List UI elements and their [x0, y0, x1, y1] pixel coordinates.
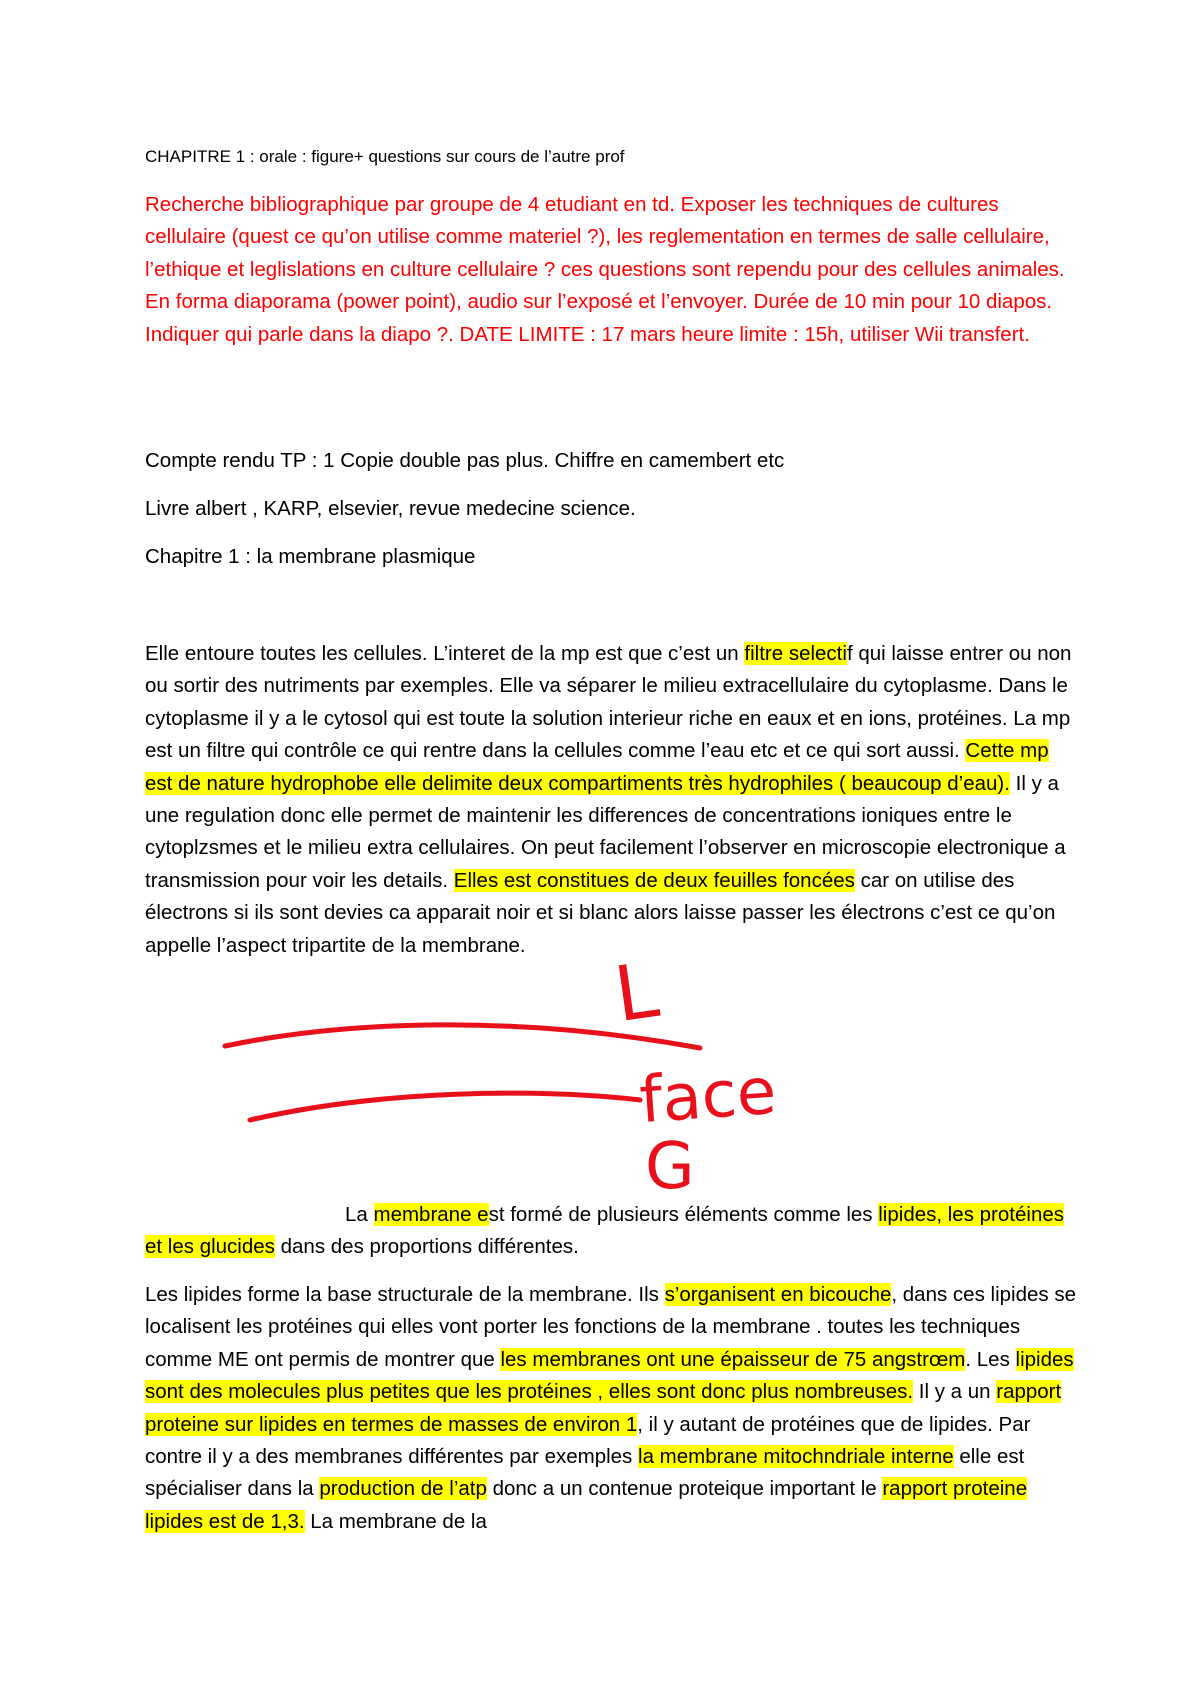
text-run: La [345, 1203, 374, 1226]
text-run: Il y a une regulation donc elle permet de maintenir les differences de concentrations ioniques entre le cytoplzsmes et le milieu extra cellulaires. On peut facilement l’observer en microscopie electronique a transmission pour voir les details. [145, 771, 1066, 892]
highlight: lipides sont des molecules plus petites que les protéines , elles sont donc plus nombreuses. [145, 1347, 1074, 1404]
drawing-label-face: face [637, 1054, 779, 1139]
paragraph-composition [145, 1199, 1080, 1264]
text-run: , dans ces lipides se localisent les protéines qui elles vont porter les fonctions de la membrane . toutes les techniques comme ME ont permis de montrer que [145, 1283, 1076, 1371]
highlight: production de l’atp [319, 1477, 487, 1501]
text-run: dans des proportions différentes. [274, 1235, 579, 1259]
highlight: filtre selecti [744, 642, 847, 665]
highlight: s’organisent en bicouche [664, 1283, 892, 1306]
drawing-label-top: L [609, 945, 664, 1040]
paragraph-lipids [145, 1279, 1080, 1538]
highlight: lipides, les protéines et les glucides [145, 1203, 1064, 1259]
text-run: Elle entoure toutes les cellules. L’interet de la mp est que c’est un [145, 642, 745, 665]
text-run: car on utilise des électrons si ils sont devies ca apparait noir et si blanc alors laisse passer les électrons c’est ce qu’on appelle l’aspect tripartite de la membrane. [145, 868, 1056, 957]
text-run: f qui laisse entrer ou non ou sortir des nutriments par exemples. Elle va séparer le milieu extracellulaire du cytoplasme. Dans le cytoplasme il y a le cytosol qui est toute la solution interieur riche en eaux et en ions, protéines. La mp est un filtre qui contrôle ce qui rentre dans la cellules comme l’eau etc et ce qui sort aussi. [145, 642, 1072, 763]
highlight: Elles est constitues de deux feuilles foncées [453, 868, 855, 892]
text-run: La membrane de la [304, 1509, 487, 1533]
text-run: Les lipides forme la base structurale de la membrane. Ils [145, 1283, 665, 1306]
membrane-lower-line [250, 1093, 640, 1120]
text-run: Il y a un [913, 1380, 997, 1404]
text-run: elle est spécialiser dans la [145, 1445, 1025, 1501]
drawing-label-bottom: G [645, 1130, 695, 1204]
text-run: st formé de plusieurs éléments comme les [488, 1203, 879, 1226]
highlight: membrane e [373, 1203, 489, 1226]
highlight: rapport proteine lipides est de 1,3. [145, 1477, 1028, 1533]
text-run: . Les [965, 1347, 1016, 1371]
text-run: , il y autant de protéines que de lipides. Par contre il y a des membranes différentes par exemples [145, 1412, 1031, 1469]
highlight: rapport proteine sur lipides en termes de masses de environ 1 [145, 1380, 1062, 1436]
chapter-title: Chapitre 1 : la membrane plasmique [145, 545, 476, 568]
assignment-instructions: Recherche bibliographique par groupe de 4 etudiant en td. Exposer les techniques de cultures cellulaire (quest ce qu’on utilise comme materiel ?), les reglementation en termes de salle cellulaire, l’ethique et leglislations en culture cellulaire ? ces questions sont rependu pour des cellules animales. En forma diaporama (power point), audio sur l’exposé et l’envoyer. Durée de 10 min pour 10 diapos. Indiquer qui parle dans la diapo ?. DATE LIMITE : 17 mars heure limite : 15h, utiliser Wii transfert. [145, 193, 1065, 346]
highlight: Cette mp est de nature hydrophobe elle delimite deux compartiments très hydrophiles ( beaucoup d’eau). [145, 739, 1049, 795]
highlight: la membrane mitochndriale interne [638, 1445, 954, 1469]
books-note: Livre albert , KARP, elsevier, revue medecine science. [145, 497, 636, 520]
highlight: les membranes ont une épaisseur de 75 angstrœm [500, 1347, 966, 1371]
chapter-header: CHAPITRE 1 : orale : figure+ questions sur cours de l’autre prof [145, 147, 625, 166]
compte-rendu-note: Compte rendu TP : 1 Copie double pas plus. Chiffre en camembert etc [145, 449, 785, 472]
text-run: donc a un contenue proteique important le [486, 1477, 883, 1501]
